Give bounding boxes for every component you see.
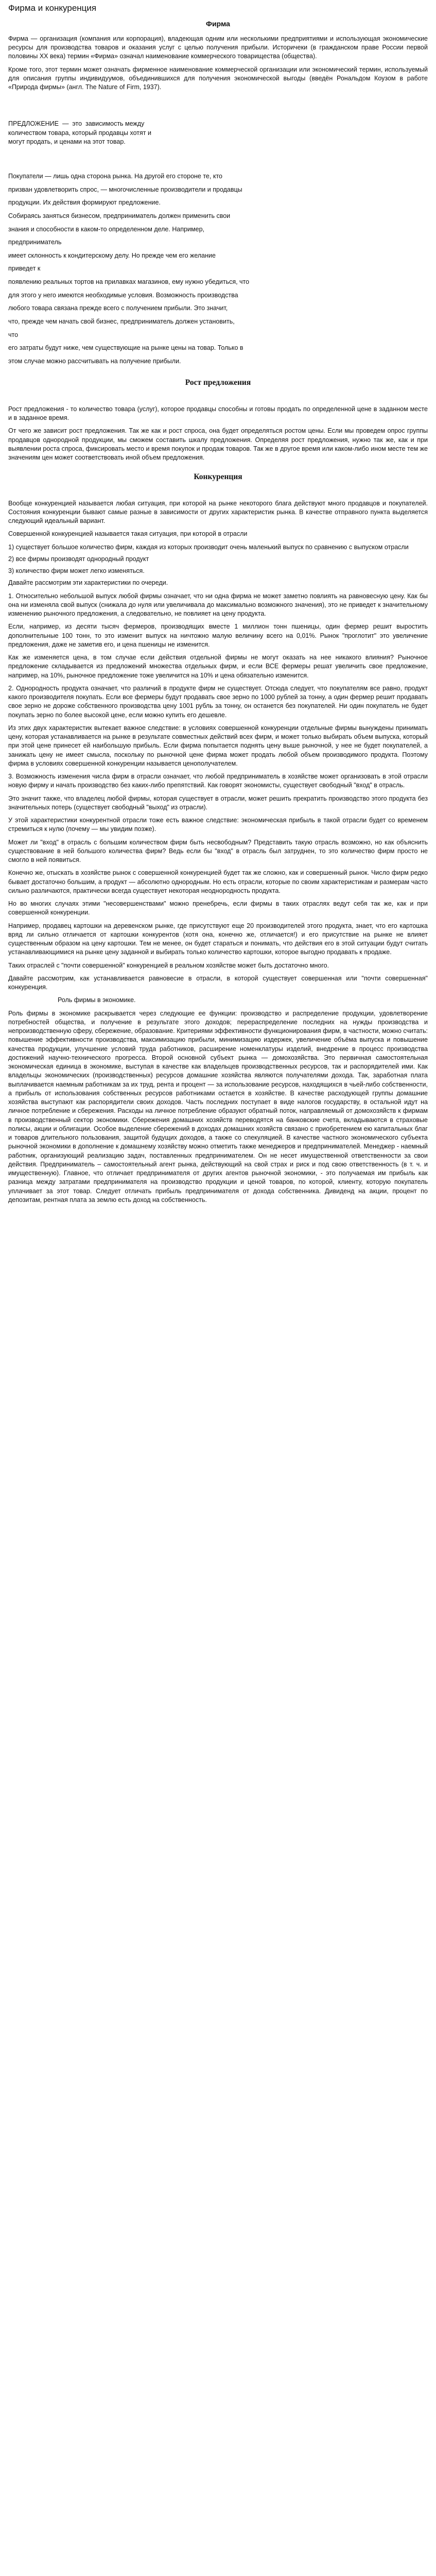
paragraph: Давайте рассмотрим эти характеристики по очереди.	[8, 579, 168, 587]
heading-competition: Конкуренция	[194, 472, 242, 482]
text-line: предприниматель	[8, 239, 62, 246]
paragraph: Совершенной конкуренцией называется такая ситуация, при которой в отрасли	[8, 530, 248, 538]
text-line: призван удовлетворить спрос, — многочисленные производители и продавцы	[8, 185, 242, 193]
paragraph: 1. Относительно небольшой выпуск любой фирмы означает, что ни одна фирма не может заметно повлиять на равновесную цену. Как бы она ни изменяла свой выпуск (снижала до нуля или увеличивала до максимально возможного значения), это не приведет к значительному изменению рыночного предложения, а следовательно, не повлияет на цену продукта.	[8, 592, 428, 618]
buyers-section	[8, 170, 428, 368]
document-title: Фирма и конкуренция	[8, 3, 97, 13]
text-line: ПРЕДЛОЖЕНИЕ — это зависимость между	[8, 120, 145, 128]
paragraph: Давайте рассмотрим, как устанавливается равновесие в отрасли, в которой существует совершенная или "почти совершенная" конкуренция.	[8, 974, 428, 991]
paragraph: Если, например, из десяти тысяч фермеров, производящих вместе 1 миллион тонн пшеницы, один фермер решит выростить дополнительные 100 тонн, то это изменит выпуск на ничтожно малую величину всего на 0,01%. Рынок "проглотит" это увеличение предложения, даже не заметив его, и цена пшеницы не изменится.	[8, 623, 428, 648]
paragraph: Роль фирмы в экономике раскрывается через следующие ее функции: производство и распределение продукции, удовлетворение потребностей общества, и получение в результате этого доходов; перераспределение последних на нужды производства и непроизводственную сферу, сбережение, образование. Критериями эффективности функционирования фирм, в частности, можно считать: повышение эффективности производства, максимизацию прибыли, минимизацию издержек, увеличение объёма выпуска и повышение качества продукции, улучшение условий труда работников, расширение номенклатуры изделий, внедрение в процесс производства достижений научно-технического прогресса. Второй основной субъект рынка — домохозяйства. Это первичная самостоятельная экономическая единица в экономике, выступая в качестве как владельцев производственных ресурсов, так и распорядителей ими. Как владельцы экономических (производственных) ресурсов домашние хозяйства являются получателями дохода. Так, заработная плата выплачивается наемным работникам за их труд, рента и процент — за использование ресурсов, находящихся в чьей-либо собственности, а прибыль от использования собственных ресурсов работниками остается в хозяйстве. В качестве расходующей группы домашние хозяйства выступают как распорядители своих доходов. Часть последних поступает в виде налогов государству, в остальной идут на личное потребление и сбережения. Расходы на личное потребление образуют обратный поток, направляемый от домохозяйств к фирмам в производственный сектор экономики. Сбережения домашних хозяйств переводятся на банковские счета, вкладываются в страховые полисы, акции и облигации. Особое выделение сбережений в доходах домашних хозяйств связано с приобретением ею капитальных благ и товаров длительного пользования, защитой будущих доходов, а также со спекуляцией. В качестве частного экономического субъекта рыночной экономики в дополнение к домашнему хозяйству можно отметить также менеджеров и предпринимателей. Менеджер - наемный работник, организующий реализацию задач, поставленных предпринимателем. Он не несет имущественной ответственности за свои действия. Предприниматель – самостоятельный агент рынка, действующий на свой страх и риск и под свою ответственность (в т. ч. и имущественную). Главное, что отличает предпринимателя от других агентов рыночной экономики, - это получаемая им прибыль как разница между затратами предпринимателя на производство продукции и ценой товаров, по которой, клиенту, которую покупатель уплачивает за этот товар. Следует отличать прибыль предпринимателя от дохода собственника. Дивиденд на акции, процент по депозитам, рентная плата за землю есть доход на собственность.	[8, 1009, 428, 1204]
role-heading: Роль фирмы в экономике.	[58, 996, 136, 1004]
paragraph: У этой характеристики конкурентной отрасли тоже есть важное следствие: экономическая прибыль в такой отрасли будет со временем стремиться к нулю (почему — мы увидим позже).	[8, 817, 428, 833]
list-item: 2) все фирмы производят однородный продукт	[8, 555, 149, 563]
paragraph: Кроме того, этот термин может означать фирменное наименование коммерческой организации или экономический термин, используемый для описания группы индивидуумов, объединившихся для получения экономической выгоды (введён Рональдом Коузом в работе «Природа фирмы» (англ. The Nature of Firm, 1937).	[8, 65, 428, 91]
supply-definition	[8, 120, 428, 146]
text-line: Собираясь заняться бизнесом, предприниматель должен применить свои	[8, 212, 231, 219]
paragraph: Рост предложения - то количество товара (услуг), которое продавцы способны и готовы продать по определенной цене в заданном месте и в заданное время.	[8, 405, 428, 422]
text-line: этом случае можно рассчитывать на получение прибыли.	[8, 357, 181, 365]
text-line: приведет к	[8, 265, 41, 273]
text-line: что, прежде чем начать свой бизнес, предприниматель должен установить,	[8, 317, 235, 325]
paragraph: Из этих двух характеристик вытекает важное следствие: в условиях совершенной конкуренции отдельные фирмы вынуждены принимать цену, которая устанавливается на рынке в результате совместных действий всех фирм, и может только выбирать объем выпуска, который при этой цене принесет ей наибольшую прибыль. Если фирма попытается поднять цену выше рыночной, у нее не будет покупателей, а занижать цену не имеет смысла, поскольку по рыночной цене фирма может продать любой объем производимого продукта. Поэтому фирма в условиях совершенной конкуренции называется ценополучателем.	[8, 724, 428, 767]
text-line: Покупатели — лишь одна сторона рынка. На другой его стороне те, кто	[8, 173, 222, 180]
paragraph: Вообще конкуренцией называется любая ситуация, при которой на рынке некоторого блага действуют много продавцов и покупателей. Состояния конкуренции бывают самые разные в зависимости от других характеристик рынка. В качестве отправного пункта выделяется следующий идеальный вариант.	[8, 499, 428, 525]
text-line: появлению реальных тортов на прилавках магазинов, ему нужно убедиться, что	[8, 278, 250, 286]
paragraph: Но во многих случаях этими "несовершенствами" можно пренебречь, если фирмы в таких отраслях ведут себя так же, как и при совершенной конкуренции.	[8, 900, 428, 917]
text-line: любого товара связана прежде всего с получением прибыли. Это значит,	[8, 304, 228, 312]
text-line: продукции. Их действия формируют предложение.	[8, 199, 161, 207]
list-item: 1) существует большое количество фирм, каждая из которых производит очень маленький выпуск по сравнению с выпуском отрасли	[8, 543, 409, 551]
paragraph: 3. Возможность изменения числа фирм в отрасли означает, что любой предприниматель в хозяйстве может организовать в этой отрасли новую фирму и начать производство без каких-либо препятствий. Как говорят экономисты, существует свободный "вход" в отрасль.	[8, 773, 428, 789]
heading-firm: Фирма	[206, 20, 230, 28]
text-line: что	[8, 331, 19, 338]
text-line: его затраты будут ниже, чем существующие на рынке цены на товар. Только в	[8, 344, 243, 352]
paragraph: 2. Однородность продукта означает, что различий в продукте фирм не существует. Отсюда следует, что покупателям все равно, продукт какого производителя покупать. Если все фермеры будут продавать свое зерно по 1000 рублей за тонну, а один фермер решит продавать свое зерно не дороже собственного производства цену 1001 рубль за тонну, он останется без покупателей. Ни один покупатель не будет покупать зерно по более высокой цене, если можно купить его дешевле.	[8, 684, 428, 719]
document-page	[0, 2, 436, 1260]
text-line: количеством товара, который продавцы хотят и	[8, 129, 151, 137]
text-line: для этого у него имеются необходимые условия. Возможность производства	[8, 291, 238, 299]
list-item: 3) количество фирм может легко изменяться.	[8, 567, 145, 575]
paragraph: Таких отраслей с "почти совершенной" конкуренцией в реальном хозяйстве может быть достаточно много.	[8, 961, 329, 969]
paragraph: Как же изменяется цена, в том случае если действия отдельной фирмы не могут оказать на нее никакого влияния? Рыночное предложение складывается из предложений множества отдельных фирм, и если ВСЕ фермеры решат увеличить свое предложение, например, на 10%, рыночное предложение тоже увеличится на 10% и цена обязательно изменится.	[8, 654, 428, 679]
text-line: знания и способности в каком-то определенном деле. Например,	[8, 225, 204, 233]
paragraph: Например, продавец картошки на деревенском рынке, где присутствуют еще 20 производителей этого продукта, знает, что его картошка вряд ли сильно отличается от картошки конкурентов (хотя она, конечно же, отличается!) и его присутствие на рынке не влияет существенным образом на цену картошки. Тем не менее, он будет стараться и понимать, что действия его в этой ситуации будут считать устанавливающимися на рынке цену заданной и выбирать только количество картошки, которое выгодно продавать к продаже.	[8, 922, 428, 956]
paragraph: Конечно же, отыскать в хозяйстве рынок с совершенной конкуренцией будет так же сложно, как и совершенный рынок. Число фирм редко бывает достаточно большим, а продукт — абсолютно однородным. Но есть отрасли, которые по своим характеристикам и размерам часто сильно различаются, практически всегда существует некоторая неоднородность продукта.	[8, 869, 428, 894]
text-line: имеет склонность к кондитерскому делу. Но прежде чем его желание	[8, 251, 216, 259]
paragraph: Фирма — организация (компания или корпорация), владеющая одним или несколькими предприятиями и использующая экономические ресурсы для производства товаров и оказания услуг с целью получения прибыли. Историчеки (в гражданском праве России первой половины XX века) термин «Фирма» означал наименование коммерческого товарищества (общества).	[8, 35, 428, 60]
heading-supply-growth: Рост предложения	[185, 378, 251, 387]
paragraph: Это значит также, что владелец любой фирмы, которая существует в отрасли, может решить прекратить производство этого продукта без значительных потерь (существует свободный "выход" из отрасли).	[8, 794, 428, 811]
paragraph: Может ли "вход" в отрасль с большим количеством фирм быть несвободным? Представить такую отрасль возможно, но как объяснить существование в ней большого количества фирм? Ведь если бы "вход" в отрасль был затруднен, то это количество фирм просто не смогло в ней появиться.	[8, 838, 428, 864]
text-line: могут продать, и ценами на этот товар.	[8, 138, 126, 145]
paragraph: От чего же зависит рост предложения. Так же как и рост спроса, она будет определяться ростом цены. Если мы проведем опрос группы продавцов однородной продукции, мы сможем составить шкалу предложения. Определяя рост предложения, нужно так же, как и при выявлении роста спроса, фиксировать место и время покупок и продаж товаров. Так же в другое время или каком-либо ином месте тем же значениям цен может соответствовать иной объем предложения.	[8, 427, 428, 462]
